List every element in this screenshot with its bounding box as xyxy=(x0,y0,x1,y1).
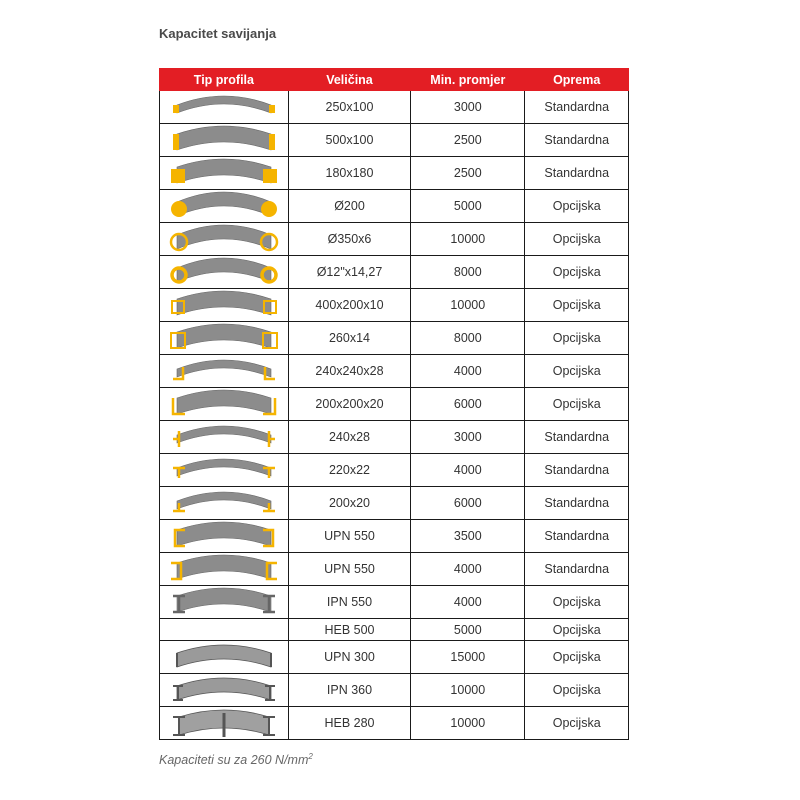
capacity-note-sup: 2 xyxy=(308,752,313,761)
table-row xyxy=(160,586,629,619)
min-diameter-cell: 10000 xyxy=(411,707,525,740)
equipment-cell: Standardna xyxy=(525,124,629,157)
min-diameter-cell: 8000 xyxy=(411,256,525,289)
page-title: Kapacitet savijanja xyxy=(159,26,277,41)
size-cell: IPN 360 xyxy=(288,674,410,707)
rect-tube-profile-icon xyxy=(169,289,279,321)
table-row xyxy=(160,520,629,553)
min-diameter-cell: 2500 xyxy=(411,124,525,157)
size-cell: Ø12"x14,27 xyxy=(288,256,410,289)
table-row xyxy=(160,553,629,586)
square-tube-profile-icon xyxy=(169,322,279,354)
equipment-cell: Standardna xyxy=(525,553,629,586)
round-tube-thick-profile-icon xyxy=(169,256,279,288)
profile-type-cell xyxy=(160,91,289,124)
table-row xyxy=(160,157,629,190)
profile-type-cell xyxy=(160,707,289,740)
table-row xyxy=(160,487,629,520)
size-cell: HEB 500 xyxy=(288,619,410,641)
equipment-cell: Opcijska xyxy=(525,586,629,619)
equipment-cell: Opcijska xyxy=(525,674,629,707)
tee-flat-profile-icon xyxy=(169,487,279,519)
header-equipment: Oprema xyxy=(525,69,629,91)
profile-type-cell xyxy=(160,619,289,641)
table-row xyxy=(160,289,629,322)
table-row xyxy=(160,454,629,487)
channel-gray-profile-icon xyxy=(169,641,279,673)
round-bar-profile-icon xyxy=(169,190,279,222)
square-bar-profile-icon xyxy=(169,157,279,189)
table-row xyxy=(160,707,629,740)
profile-type-cell xyxy=(160,124,289,157)
min-diameter-cell: 5000 xyxy=(411,619,525,641)
min-diameter-cell: 8000 xyxy=(411,322,525,355)
equipment-cell: Opcijska xyxy=(525,707,629,740)
profile-type-cell xyxy=(160,454,289,487)
profile-type-cell xyxy=(160,487,289,520)
min-diameter-cell: 5000 xyxy=(411,190,525,223)
profile-type-cell xyxy=(160,641,289,674)
profile-type-cell xyxy=(160,388,289,421)
table-header-row xyxy=(160,69,629,91)
size-cell: 240x240x28 xyxy=(288,355,410,388)
equipment-cell: Opcijska xyxy=(525,223,629,256)
equipment-cell: Opcijska xyxy=(525,619,629,641)
size-cell: 250x100 xyxy=(288,91,410,124)
size-cell: UPN 550 xyxy=(288,520,410,553)
angle-equal-profile-icon xyxy=(169,355,279,387)
profile-type-cell xyxy=(160,553,289,586)
equipment-cell: Opcijska xyxy=(525,256,629,289)
table-row xyxy=(160,190,629,223)
size-cell: Ø200 xyxy=(288,190,410,223)
equipment-cell: Standardna xyxy=(525,91,629,124)
size-cell: 200x200x20 xyxy=(288,388,410,421)
size-cell: 240x28 xyxy=(288,421,410,454)
size-cell: 180x180 xyxy=(288,157,410,190)
profile-type-cell xyxy=(160,157,289,190)
equipment-cell: Standardna xyxy=(525,157,629,190)
profile-type-cell xyxy=(160,256,289,289)
equipment-cell: Standardna xyxy=(525,421,629,454)
size-cell: IPN 550 xyxy=(288,586,410,619)
header-profile-type: Tip profila xyxy=(160,69,289,91)
equipment-cell: Standardna xyxy=(525,454,629,487)
table-row xyxy=(160,124,629,157)
table-row xyxy=(160,91,629,124)
min-diameter-cell: 10000 xyxy=(411,289,525,322)
profile-type-cell xyxy=(160,190,289,223)
min-diameter-cell: 3000 xyxy=(411,91,525,124)
profile-type-cell xyxy=(160,322,289,355)
capacity-note-text: Kapaciteti su za 260 N/mm xyxy=(159,753,309,768)
size-cell: 200x20 xyxy=(288,487,410,520)
min-diameter-cell: 6000 xyxy=(411,487,525,520)
equipment-cell: Opcijska xyxy=(525,322,629,355)
min-diameter-cell: 10000 xyxy=(411,223,525,256)
equipment-cell: Opcijska xyxy=(525,641,629,674)
angle-equal-in-profile-icon xyxy=(169,388,279,420)
table-row xyxy=(160,619,629,641)
table-row xyxy=(160,256,629,289)
table-row xyxy=(160,421,629,454)
channel-in-profile-icon xyxy=(169,553,279,585)
channel-out-profile-icon xyxy=(169,520,279,552)
tee-in-profile-icon xyxy=(169,454,279,486)
equipment-cell: Opcijska xyxy=(525,190,629,223)
size-cell: 500x100 xyxy=(288,124,410,157)
size-cell: 260x14 xyxy=(288,322,410,355)
hbeam-gray-profile-icon xyxy=(169,707,279,739)
min-diameter-cell: 2500 xyxy=(411,157,525,190)
min-diameter-cell: 4000 xyxy=(411,586,525,619)
table-row xyxy=(160,641,629,674)
flat-bar-tall-profile-icon xyxy=(169,124,279,156)
table-row xyxy=(160,355,629,388)
min-diameter-cell: 3000 xyxy=(411,421,525,454)
min-diameter-cell: 10000 xyxy=(411,674,525,707)
min-diameter-cell: 4000 xyxy=(411,553,525,586)
header-min-diameter: Min. promjer xyxy=(411,69,525,91)
equipment-cell: Opcijska xyxy=(525,355,629,388)
size-cell: 220x22 xyxy=(288,454,410,487)
ibeam-profile-icon xyxy=(169,586,279,618)
profile-type-cell xyxy=(160,586,289,619)
equipment-cell: Opcijska xyxy=(525,388,629,421)
round-tube-profile-icon xyxy=(169,223,279,255)
bending-capacity-table xyxy=(159,68,629,740)
min-diameter-cell: 3500 xyxy=(411,520,525,553)
min-diameter-cell: 4000 xyxy=(411,454,525,487)
min-diameter-cell: 6000 xyxy=(411,388,525,421)
tee-out-profile-icon xyxy=(169,421,279,453)
flat-bar-profile-icon xyxy=(169,91,279,123)
equipment-cell: Opcijska xyxy=(525,289,629,322)
profile-type-cell xyxy=(160,289,289,322)
size-cell: HEB 280 xyxy=(288,707,410,740)
profile-type-cell xyxy=(160,223,289,256)
size-cell: Ø350x6 xyxy=(288,223,410,256)
size-cell: 400x200x10 xyxy=(288,289,410,322)
table-row xyxy=(160,223,629,256)
equipment-cell: Standardna xyxy=(525,520,629,553)
table-row xyxy=(160,388,629,421)
ibeam-gray-profile-icon xyxy=(169,674,279,706)
table-row xyxy=(160,674,629,707)
table-row xyxy=(160,322,629,355)
min-diameter-cell: 15000 xyxy=(411,641,525,674)
min-diameter-cell: 4000 xyxy=(411,355,525,388)
header-size: Veličina xyxy=(288,69,410,91)
size-cell: UPN 550 xyxy=(288,553,410,586)
profile-type-cell xyxy=(160,421,289,454)
size-cell: UPN 300 xyxy=(288,641,410,674)
profile-type-cell xyxy=(160,520,289,553)
profile-type-cell xyxy=(160,355,289,388)
profile-type-cell xyxy=(160,674,289,707)
equipment-cell: Standardna xyxy=(525,487,629,520)
capacity-note xyxy=(159,752,313,767)
